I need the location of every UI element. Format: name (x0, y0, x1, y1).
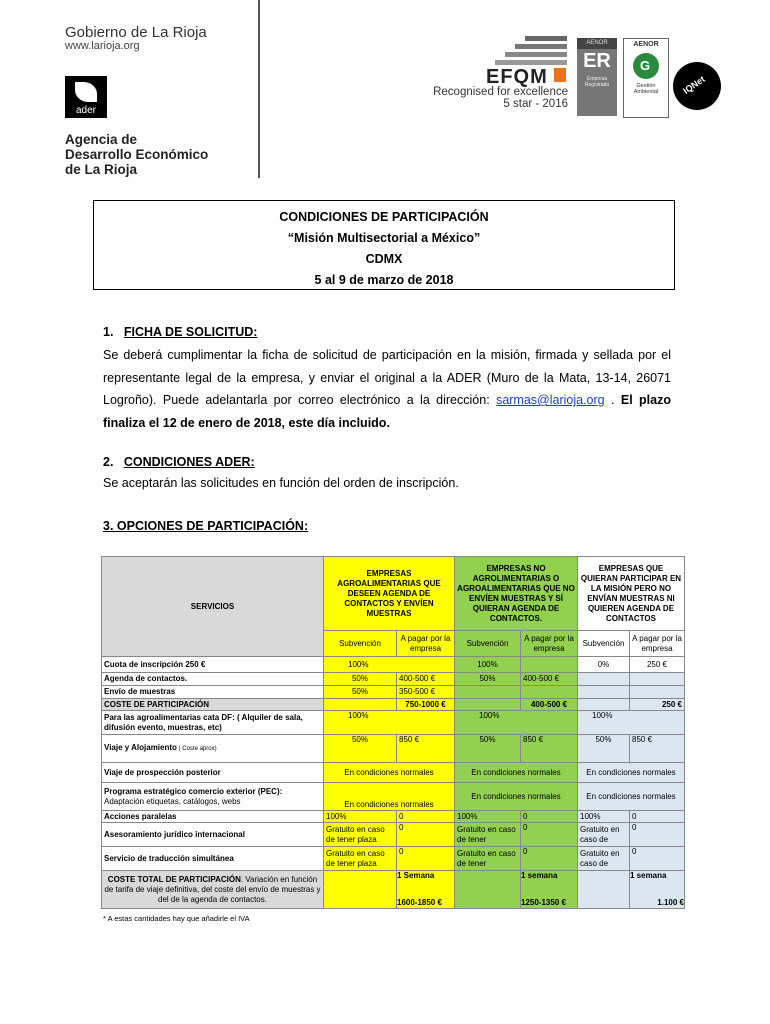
table-row (102, 673, 685, 686)
table-row (102, 686, 685, 699)
table-row (102, 783, 685, 811)
section-2-number: 2. (103, 455, 114, 469)
col-b-header: EMPRESAS NO AGROLIMENTARIAS O AGROALIMENTARIAS QUE NO ENVÍEN MUESTRAS Y SÍ QUIERAN AGENDA DE CONTACTOS. (455, 557, 578, 631)
er-certification-logo (577, 38, 617, 116)
section-2-title: CONDICIONES ADER: (123, 455, 255, 469)
total-label-bold: COSTE TOTAL DE PARTICIPACIÓN (107, 874, 241, 884)
agency-line-3: de La Rioja (65, 162, 138, 177)
cell: 250 € (630, 699, 685, 711)
section-1-title: FICHA DE SOLICITUD: (123, 325, 258, 339)
cell: 100% (455, 811, 521, 823)
row-label: Asesoramiento jurídico internacional (102, 823, 324, 847)
cell: 400-500 € (521, 699, 578, 711)
sub-header: A pagar por la empresa (397, 631, 455, 657)
sub-header: A pagar por la empresa (521, 631, 578, 657)
cell: 100% (324, 811, 397, 823)
cell: 850 € (397, 735, 455, 763)
cell: Gratuito en caso de (578, 847, 630, 871)
cell: Gratuito en caso de (578, 823, 630, 847)
total-c-price: 1.100 € (657, 898, 684, 907)
cell (578, 871, 630, 909)
row-label (102, 783, 324, 811)
pec-label: Adaptación etiquetas, catálogos, webs (104, 796, 241, 806)
section-2-paragraph: Se aceptarán las solicitudes en función del orden de inscripción. (103, 476, 459, 490)
agency-line-2: Desarrollo Económico (65, 147, 209, 162)
row-label: Acciones paralelas (102, 811, 324, 823)
aenor-header: AENOR (633, 41, 659, 48)
leaf-icon (75, 82, 97, 102)
title-line-2: “Misión Multisectorial a México” (287, 231, 481, 245)
cell: 400-500 € (521, 673, 578, 686)
cell (521, 657, 578, 673)
cell: En condiciones normales (578, 763, 685, 783)
row-label: COSTE DE PARTICIPACIÓN (102, 699, 324, 711)
cell (578, 686, 630, 699)
total-c-week: 1 semana (630, 871, 667, 880)
cell: Gratuito en caso de tener (455, 823, 521, 847)
cell (397, 871, 455, 909)
cell (630, 871, 685, 909)
efqm-sub-1: Recognised for excellence (433, 86, 568, 98)
viaje-label: Viaje y Alojamiento (104, 743, 177, 752)
cell: 400-500 € (397, 673, 455, 686)
cell (521, 871, 578, 909)
section-1-number: 1. (103, 325, 114, 339)
sub-header: Subvención (455, 631, 521, 657)
section-1-paragraph (103, 344, 671, 434)
cell: 0 (630, 823, 685, 847)
col-a-header: EMPRESAS AGROALIMENTARIAS QUE DESEEN AGENDA DE CONTACTOS Y ENVÍEN MUESTRAS (324, 557, 455, 631)
gobierno-website: www.larioja.org (65, 40, 140, 52)
cell (324, 871, 397, 909)
er-header: AENOR (577, 38, 617, 49)
title-line-1: CONDICIONES DE PARTICIPACIÓN (279, 210, 489, 224)
cell: 100% (324, 711, 455, 735)
cell: 0 (630, 847, 685, 871)
table-row (102, 763, 685, 783)
section-3-heading (103, 519, 308, 533)
cell: En condiciones normales (578, 783, 685, 811)
ader-logo-text: ader (75, 105, 96, 116)
col-c-header: EMPRESAS QUE QUIERAN PARTICIPAR EN LA MISIÓN PERO NO ENVÍAN MUESTRAS NI QUIEREN AGENDA DE CONTACTOS (578, 557, 685, 631)
cell: 0 (397, 847, 455, 871)
cell: 50% (324, 673, 397, 686)
gobierno-title: Gobierno de La Rioja (65, 24, 207, 41)
cell: 0 (521, 811, 578, 823)
section-3-title: 3. OPCIONES DE PARTICIPACIÓN: (103, 519, 309, 533)
efqm-bars-icon (487, 36, 567, 68)
section-1-sep: . (604, 393, 621, 407)
cell (578, 673, 630, 686)
cell: En condiciones normales (455, 783, 578, 811)
row-label: Envío de muestras (102, 686, 324, 699)
row-label: Servicio de traducción simultánea (102, 847, 324, 871)
footnote: * A estas cantidades hay que añadirle el IVA (103, 914, 250, 923)
total-b-week: 1 semana (521, 871, 558, 880)
total-a-price: 1600-1850 € (397, 898, 442, 907)
cell (630, 686, 685, 699)
cell: 250 € (630, 657, 685, 673)
cell: 750-1000 € (397, 699, 455, 711)
row-label: Viaje de prospección posterior (102, 763, 324, 783)
efqm-sub-2: 5 star - 2016 (503, 98, 568, 110)
servicios-header: SERVICIOS (102, 557, 324, 657)
email-link[interactable]: sarmas@larioja.org (496, 393, 605, 407)
table-row (102, 847, 685, 871)
aenor-certification-logo (623, 38, 669, 118)
pec-label-bold: Programa estratégico comercio exterior (PEC): (104, 786, 283, 796)
iqnet-logo (673, 62, 721, 110)
row-label (102, 735, 324, 763)
table-row (102, 823, 685, 847)
table-row (102, 735, 685, 763)
agency-name (65, 132, 208, 177)
cell (630, 673, 685, 686)
cell: 50% (578, 735, 630, 763)
cell: 0% (578, 657, 630, 673)
cell: En condiciones normales (324, 763, 455, 783)
deadline-text: El plazo finaliza el 12 de enero de 2018, este día incluido. (103, 393, 671, 430)
cell: 850 € (521, 735, 578, 763)
title-line-3: CDMX (365, 252, 403, 266)
sub-header: Subvención (324, 631, 397, 657)
total-a-week: 1 Semana (397, 871, 435, 880)
cell: En condiciones normales (324, 783, 455, 811)
cell: 0 (630, 811, 685, 823)
cell: 0 (521, 823, 578, 847)
sub-header: A pagar por la empresa (630, 631, 685, 657)
section-2-heading (103, 455, 255, 469)
er-small: Empresa Registrada (584, 76, 610, 88)
row-label: Agenda de contactos. (102, 673, 324, 686)
table-row (102, 711, 685, 735)
cell (455, 686, 521, 699)
total-b-price: 1250-1350 € (521, 898, 566, 907)
viaje-label-small: ( Coste aprox) (176, 746, 217, 752)
cell: 0 (397, 811, 455, 823)
cell: 0 (521, 847, 578, 871)
cell: 100% (455, 657, 521, 673)
table-row (102, 811, 685, 823)
iqnet-text: IQNet (681, 74, 707, 96)
cell: En condiciones normales (455, 763, 578, 783)
section-1-heading (103, 325, 257, 339)
cell: Gratuito en caso de tener plaza (324, 847, 397, 871)
table-row (102, 657, 685, 673)
row-label (102, 871, 324, 909)
row-label: Para las agroalimentarias cata DF: ( Alquiler de sala, difusión evento, muestras, etc) (102, 711, 324, 735)
table-row (102, 699, 685, 711)
cell (455, 871, 521, 909)
cell (455, 699, 521, 711)
options-table (101, 556, 685, 909)
er-big: ER (583, 50, 611, 72)
cell: Gratuito en caso de tener plaza (324, 823, 397, 847)
cell: 50% (455, 673, 521, 686)
cell: 100% (578, 711, 685, 735)
sub-header: Subvención (578, 631, 630, 657)
agency-line-1: Agencia de (65, 132, 138, 147)
section-1-text: Se deberá cumplimentar la ficha de solicitud de participación en la misión, firmada y sellada por el representante legal de la empresa, y enviar el original a la ADER (Muro de la Mata, 13-14, 26071 Logroño). Puede adelantarla por correo electrónico a la dirección: (103, 348, 671, 407)
table-row (102, 557, 685, 631)
efqm-logo-text: EFQM (486, 66, 548, 88)
title-line-4: 5 al 9 de marzo de 2018 (314, 273, 454, 287)
header-divider (258, 0, 260, 178)
cell: 850 € (630, 735, 685, 763)
cell: 50% (455, 735, 521, 763)
cell (324, 699, 397, 711)
row-label: Cuota de inscripción 250 € (102, 657, 324, 673)
cell (578, 699, 630, 711)
cell: 350-500 € (397, 686, 455, 699)
cell: 100% (578, 811, 630, 823)
cell: 0 (397, 823, 455, 847)
cell: 50% (324, 735, 397, 763)
cell: 50% (324, 686, 397, 699)
table-row (102, 871, 685, 909)
efqm-subtitle (433, 86, 568, 110)
cell (521, 686, 578, 699)
title-box (93, 200, 675, 290)
cell: 100% (455, 711, 578, 735)
aenor-small: Gestión Ambiental (633, 83, 659, 95)
efqm-square-icon (554, 68, 566, 82)
total-label: . Variación en función de tarifa de viaje definitiva, del coste del envío de muestras y del de la agenda de contactos. (104, 874, 321, 904)
cell: 100% (324, 657, 455, 673)
ader-logo (65, 76, 107, 118)
gestion-ambiental-icon: G (633, 53, 659, 79)
cell: Gratuito en caso de tener (455, 847, 521, 871)
